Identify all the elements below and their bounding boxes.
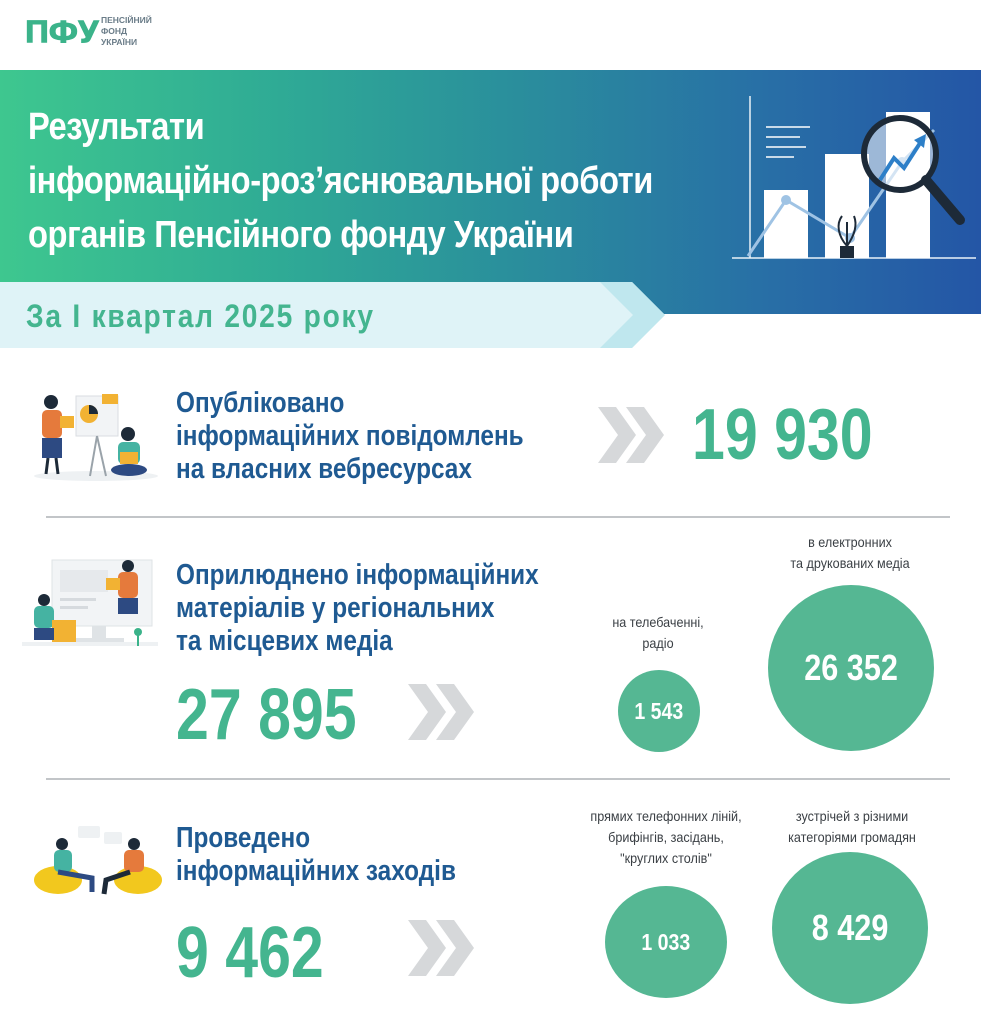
published-total: 19 930 — [692, 395, 873, 475]
events-hotlines-circle — [605, 886, 727, 998]
caption-line: брифінгів, засідань, — [608, 829, 724, 845]
caption-line: на телебаченні, — [612, 614, 704, 630]
heading-line: на власних вебресурсах — [176, 453, 472, 485]
caption-line: зустрічей з різними — [795, 808, 909, 824]
page-title-line: органів Пенсійного фонду України — [28, 214, 574, 256]
media-heading — [176, 559, 539, 658]
logo-mark: ПФУ — [24, 15, 99, 51]
chevrons-icon — [408, 920, 474, 976]
meeting-people-icon — [32, 822, 162, 898]
heading-line: матеріалів у регіональних — [176, 592, 495, 624]
page-title — [28, 100, 653, 262]
published-heading — [176, 387, 524, 486]
events-meetings-value: 8 429 — [811, 907, 889, 948]
events-hotlines-caption — [571, 806, 762, 869]
media-tv-radio-value: 1 543 — [634, 697, 684, 724]
heading-line: Оприлюднено інформаційних — [176, 559, 539, 591]
heading-line: інформаційних повідомлень — [176, 420, 524, 452]
events-heading — [176, 822, 456, 888]
media-tv-radio-circle — [618, 670, 700, 752]
logo-name-line: УКРАЇНИ — [101, 37, 138, 47]
page-title-line: Результати — [28, 106, 205, 148]
period-label: За I квартал 2025 року — [26, 298, 375, 334]
caption-line: категоріями громадян — [788, 829, 916, 845]
caption-line: радіо — [642, 635, 674, 651]
events-hotlines-value: 1 033 — [641, 928, 691, 955]
heading-line: та місцевих медіа — [176, 625, 393, 657]
chevrons-icon — [408, 684, 474, 740]
heading-line: Проведено — [176, 822, 311, 854]
section-divider — [46, 516, 950, 518]
analytics-chart-icon — [728, 96, 978, 306]
events-meetings-circle — [772, 852, 928, 1004]
caption-line: "круглих столів" — [620, 850, 712, 866]
chevrons-icon — [598, 407, 664, 463]
header-banner — [0, 70, 981, 314]
page-title-line: інформаційно-роз’яснювальної роботи — [28, 160, 653, 202]
heading-line: інформаційних заходів — [176, 855, 456, 887]
logo-name-line: ПЕНСІЙНИЙ — [101, 15, 152, 25]
media-online-print-value: 26 352 — [804, 647, 898, 688]
media-online-print-circle — [768, 585, 934, 751]
caption-line: в електронних — [808, 534, 892, 550]
logo-name — [101, 15, 171, 48]
media-online-print-caption — [769, 532, 931, 574]
caption-line: та друкованих медіа — [790, 555, 910, 571]
logo-name-line: ФОНД — [101, 26, 128, 36]
media-total: 27 895 — [176, 675, 357, 755]
heading-line: Опубліковано — [176, 387, 345, 419]
media-workspace-icon — [22, 552, 158, 656]
section-divider — [46, 778, 950, 780]
events-total: 9 462 — [176, 913, 324, 993]
media-tv-radio-caption — [579, 612, 737, 654]
caption-line: прямих телефонних ліній, — [590, 808, 742, 824]
presentation-people-icon — [26, 378, 162, 482]
events-meetings-caption — [771, 806, 933, 848]
